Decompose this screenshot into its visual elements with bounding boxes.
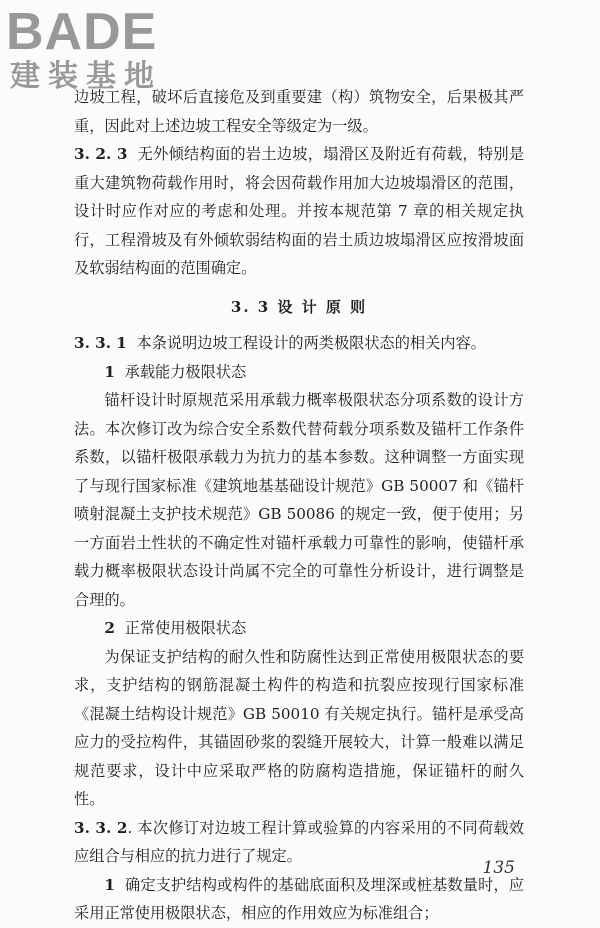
logo-subtitle: 建装基地 [10,59,162,94]
clause-3-3-2 [74,814,524,871]
clause-3-3-2-item-1 [74,871,524,928]
item-number: 1 [104,875,115,894]
clause-text: 无外倾结构面的岩土边坡，塌滑区及附近有荷载，特别是重大建筑物荷载作用时，将会因荷载作用加大边坡塌滑区的范围，设计时应作对应的考虑和处理。并按本规范第 7 章的相关规定执行，工程滑坡及有外倾软弱结构面的岩土质边坡塌滑区应按滑坡面及软弱结构面的范围确定。 [74,145,525,277]
item-2-body: 为保证支护结构的耐久性和防腐性达到正常使用极限状态的要求，支护结构的钢筋混凝土构件的构造和抗裂应按现行国家标准《混凝土结构设计规范》GB 50010 有关规定执行。锚杆是承受高应力的受拉构件，其锚固砂浆的裂缝开展较大，计算一般难以满足规范要求，设计中应采取严格的防腐构造措施，保证锚杆的耐久性。 [74,647,524,808]
clause-text: 本条说明边坡工程设计的两类极限状态的相关内容。 [136,334,486,352]
item-number: 1 [104,362,115,381]
page-body [74,83,524,928]
item-heading-2 [74,614,524,643]
page-number: 135 [482,858,515,878]
section-title: 3. 3 设 计 原 则 [230,297,368,316]
clause-number: 3. 2. 3 [74,145,128,163]
item-number: 2 [104,619,115,637]
logo-wordmark: BADE [6,3,158,61]
clause-number: 3. 3. 2 [74,818,128,837]
clause-text: . 本次修订对边坡工程计算或验算的内容采用的不同荷载效应组合与相应的抗力进行了规定。 [74,818,524,865]
item-1-body: 锚杆设计时原规范采用承载力概率极限状态分项系数的设计方法。本次修订改为综合安全系数代替荷载分项系数及锚杆工作条件系数，以锚杆极限承载力为抗力的基本参数。这种调整一方面实现了与现行国家标准《建筑地基基础设计规范》GB 50007 和《锚杆喷射混凝土支护技术规范》GB 50086 的规定一致，便于使用；另一方面岩土性状的不确定性对锚杆承载力可靠性的影响，使锚杆承载力概率极限状态设计尚属不完全的可靠性分析设计，进行调整是合理的。 [74,391,524,609]
item-heading-1 [74,358,524,387]
item-text: 确定支护结构或构件的基础底面积及埋深或桩基数量时，应采用正常使用极限状态，相应的作用效应为标准组合； [74,875,525,922]
clause-3-2-3 [74,140,524,283]
clause-3-3-1 [74,329,524,358]
clause-number: 3. 3. 1 [74,334,127,352]
paragraph-continuation: 边坡工程，破坏后直接危及到重要建（构）筑物安全，后果极其严重，因此对上述边坡工程安全等级定为一级。 [74,88,524,135]
item-title: 承载能力极限状态 [124,362,247,381]
item-title: 正常使用极限状态 [124,619,247,637]
